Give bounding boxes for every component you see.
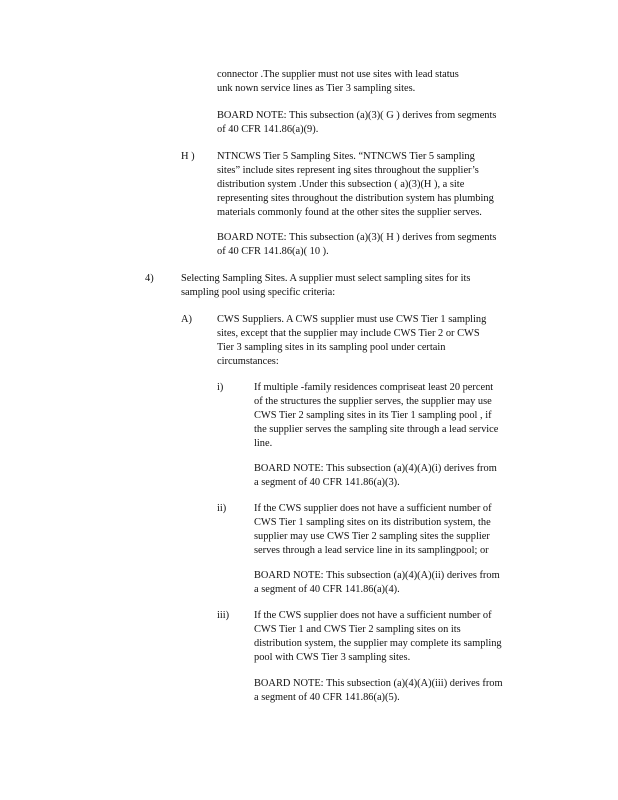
text-line: BOARD NOTE: This subsection (a)(3)( G ) derives from segments — [217, 110, 497, 121]
text-line: BOARD NOTE: This subsection (a)(4)(A)(ii) derives from — [254, 570, 500, 581]
text-line: a segment of 40 CFR 141.86(a)(3). — [254, 476, 400, 488]
item-marker-iii: iii) — [217, 610, 230, 621]
paragraph-a — [217, 313, 529, 369]
item-marker-i: i) — [217, 382, 224, 393]
subsection-marker-a: A) — [181, 314, 192, 325]
text-line: pool with CWS Tier 3 sampling sites. — [254, 651, 411, 663]
text-line: BOARD NOTE: This subsection (a)(3)( H ) derives from segments — [217, 232, 497, 243]
paragraph-i — [254, 381, 532, 451]
text-line: materials commonly found at the other sites the supplier serves. — [217, 206, 482, 218]
text-line: representing sites throughout the distribution system has plumbing — [217, 192, 494, 204]
paragraph-ii — [254, 502, 532, 558]
text-line: distribution system .Under this subsection ( a)(3)(H ), a site — [217, 178, 465, 190]
text-line: BOARD NOTE: This subsection (a)(4)(A)(i) derives from — [254, 463, 497, 474]
text-line: unk nown service lines as Tier 3 sampling sites. — [217, 82, 416, 94]
text-line: of 40 CFR 141.86(a)( 10 ). — [217, 245, 329, 257]
text-line: Tier 3 sampling sites in its sampling pool under certain — [217, 341, 446, 353]
text-line: CWS Tier 1 and CWS Tier 2 sampling sites on its — [254, 623, 461, 635]
paragraph-g-continuation — [217, 68, 529, 96]
text-line: CWS Suppliers. A CWS supplier must use CWS Tier 1 sampling — [217, 314, 487, 325]
board-note-h — [217, 231, 529, 259]
text-line: circumstances: — [217, 355, 279, 367]
text-line: CWS Tier 2 sampling sites in its Tier 1 sampling pool , if — [254, 409, 492, 421]
text-line: the supplier serves the sampling site through a lead service — [254, 423, 499, 435]
board-note-ii — [254, 569, 532, 597]
text-line: BOARD NOTE: This subsection (a)(4)(A)(iii) derives from — [254, 678, 503, 689]
text-line: If multiple -family residences compriseat least 20 percent — [254, 382, 494, 393]
text-line: sampling pool using specific criteria: — [181, 286, 336, 298]
paragraph-iii — [254, 609, 532, 665]
subsection-marker-h: H ) — [181, 151, 195, 162]
text-line: distribution system, the supplier may complete its sampling — [254, 637, 502, 649]
text-line: supplier may use CWS Tier 2 sampling sites the supplier — [254, 530, 490, 542]
text-line: serves through a lead service line in its samplingpool; or — [254, 544, 489, 556]
text-line: sites” include sites represent ing sites throughout the supplier’s — [217, 164, 479, 176]
board-note-i — [254, 462, 532, 490]
text-line: If the CWS supplier does not have a sufficient number of — [254, 503, 492, 514]
text-line: a segment of 40 CFR 141.86(a)(4). — [254, 583, 400, 595]
text-line: of 40 CFR 141.86(a)(9). — [217, 123, 319, 135]
paragraph-h — [217, 150, 529, 220]
text-line: NTNCWS Tier 5 Sampling Sites. “NTNCWS Tier 5 sampling — [217, 151, 475, 162]
paragraph-4 — [181, 272, 529, 300]
board-note-g — [217, 109, 529, 137]
section-marker-4: 4) — [145, 273, 154, 284]
text-line: line. — [254, 437, 273, 449]
text-line: If the CWS supplier does not have a sufficient number of — [254, 610, 492, 621]
board-note-iii — [254, 677, 532, 705]
text-line: of the structures the supplier serves, the supplier may use — [254, 395, 492, 407]
item-marker-ii: ii) — [217, 503, 227, 514]
text-line: sites, except that the supplier may include CWS Tier 2 or CWS — [217, 327, 480, 339]
text-line: CWS Tier 1 sampling sites on its distribution system, the — [254, 516, 491, 528]
text-line: Selecting Sampling Sites. A supplier must select sampling sites for its — [181, 273, 471, 284]
text-line: connector .The supplier must not use sites with lead status — [217, 69, 459, 80]
text-line: a segment of 40 CFR 141.86(a)(5). — [254, 691, 400, 703]
